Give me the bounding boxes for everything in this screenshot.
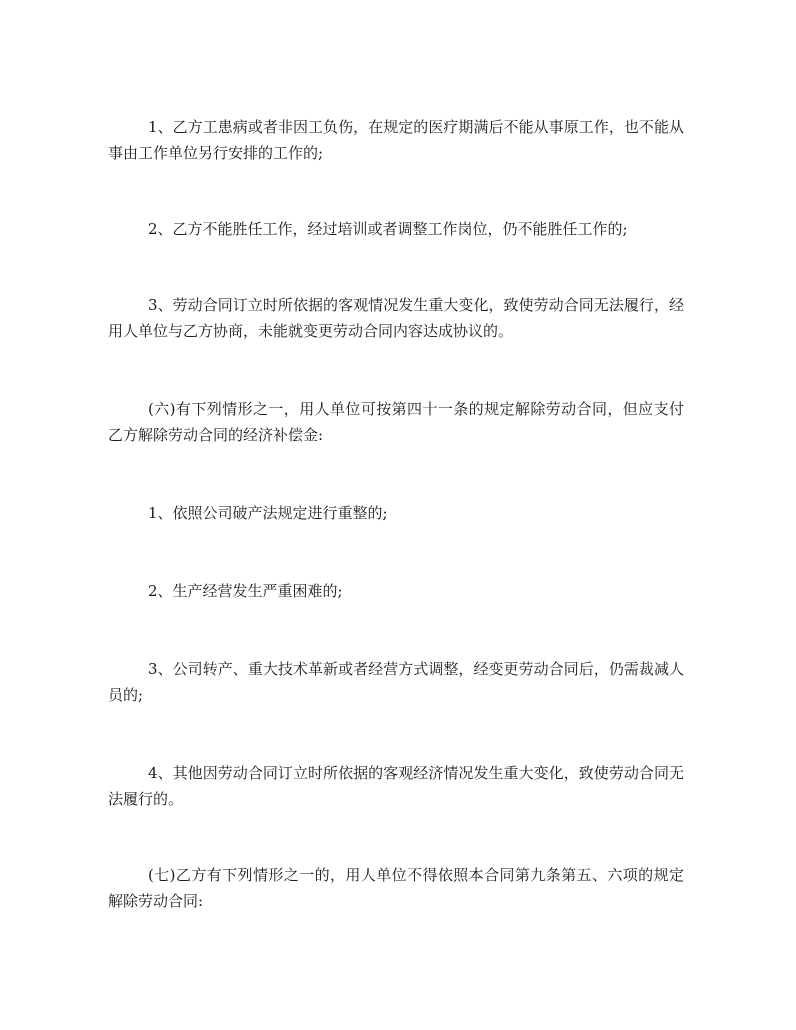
paragraph-section-7-header: (七)乙方有下列情形之一的，用人单位不得依照本合同第九条第五、六项的规定解除劳动合同: [108,866,684,910]
paragraph-section-6-header: (六)有下列情形之一，用人单位可按第四十一条的规定解除劳动合同，但应支付乙方解除劳动合同的经济补偿金: [108,400,684,444]
paragraph-clause-2-incompetence: 2、乙方不能胜任工作，经过培训或者调整工作岗位，仍不能胜任工作的; [148,220,628,238]
paragraph-clause-3-circumstance-change: 3、劳动合同订立时所依据的客观情况发生重大变化，致使劳动合同无法履行，经用人单位与乙方协商，未能就变更劳动合同内容达成协议的。 [108,296,684,340]
paragraph-clause-1-illness: 1、乙方工患病或者非因工负伤，在规定的医疗期满后不能从事原工作，也不能从事由工作单位另行安排的工作的; [108,118,684,162]
paragraph-section-6-item-4: 4、其他因劳动合同订立时所依据的客观经济情况发生重大变化，致使劳动合同无法履行的。 [108,764,684,808]
paragraph-section-6-item-2: 2、生产经营发生严重困难的; [148,582,343,600]
paragraph-section-6-item-3: 3、公司转产、重大技术革新或者经营方式调整，经变更劳动合同后，仍需裁减人员的; [108,660,684,704]
paragraph-section-6-item-1: 1、依照公司破产法规定进行重整的; [148,504,388,522]
